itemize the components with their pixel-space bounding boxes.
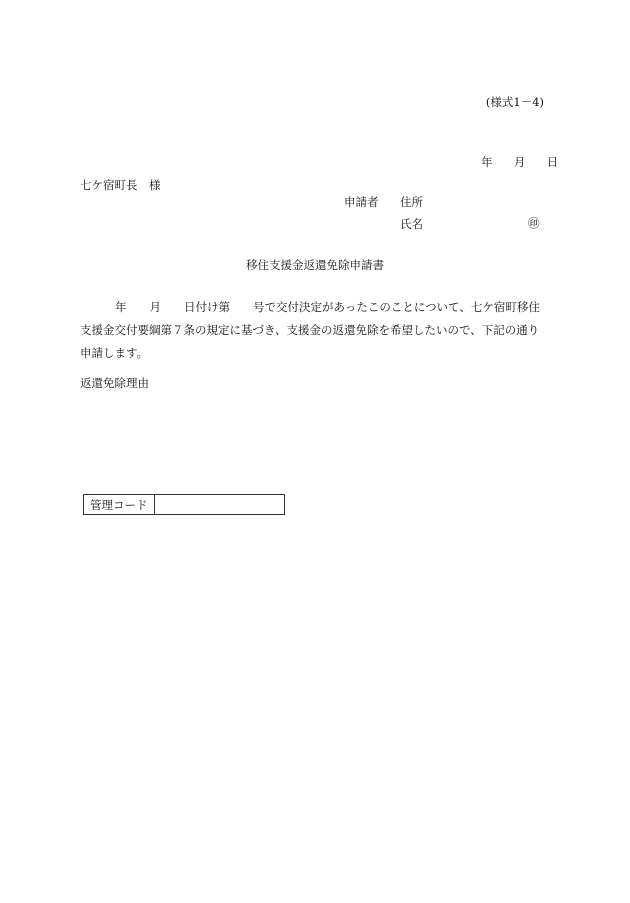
body-paragraph xyxy=(80,296,546,365)
date-month: 月 xyxy=(513,155,526,169)
management-code-label: 管理コード xyxy=(84,495,155,515)
seal-mark: ㊞ xyxy=(528,216,540,230)
applicant-label: 申請者 xyxy=(344,195,379,209)
body-line-1: 年 月 日付け第 号で交付決定があったこのことについて、七ケ宿町移住 xyxy=(115,300,540,314)
reason-label: 返還免除理由 xyxy=(80,376,149,390)
address-label: 住所 xyxy=(400,195,423,209)
document-title: 移住支援金返還免除申請書 xyxy=(246,258,384,272)
management-code-value[interactable] xyxy=(154,495,284,515)
body-line-2: 支援金交付要綱第７条の規定に基づき、支援金の返還免除を希望したいので、下記の通り xyxy=(80,323,540,337)
form-number: (様式1－4) xyxy=(485,95,544,109)
body-line-3: 申請します。 xyxy=(80,346,149,360)
management-code-table xyxy=(83,494,285,515)
name-label: 氏名 xyxy=(400,217,423,231)
addressee: 七ケ宿町長 様 xyxy=(80,178,161,192)
date-year: 年 xyxy=(481,155,493,169)
date-day: 日 xyxy=(546,155,559,169)
date-line xyxy=(481,157,558,169)
